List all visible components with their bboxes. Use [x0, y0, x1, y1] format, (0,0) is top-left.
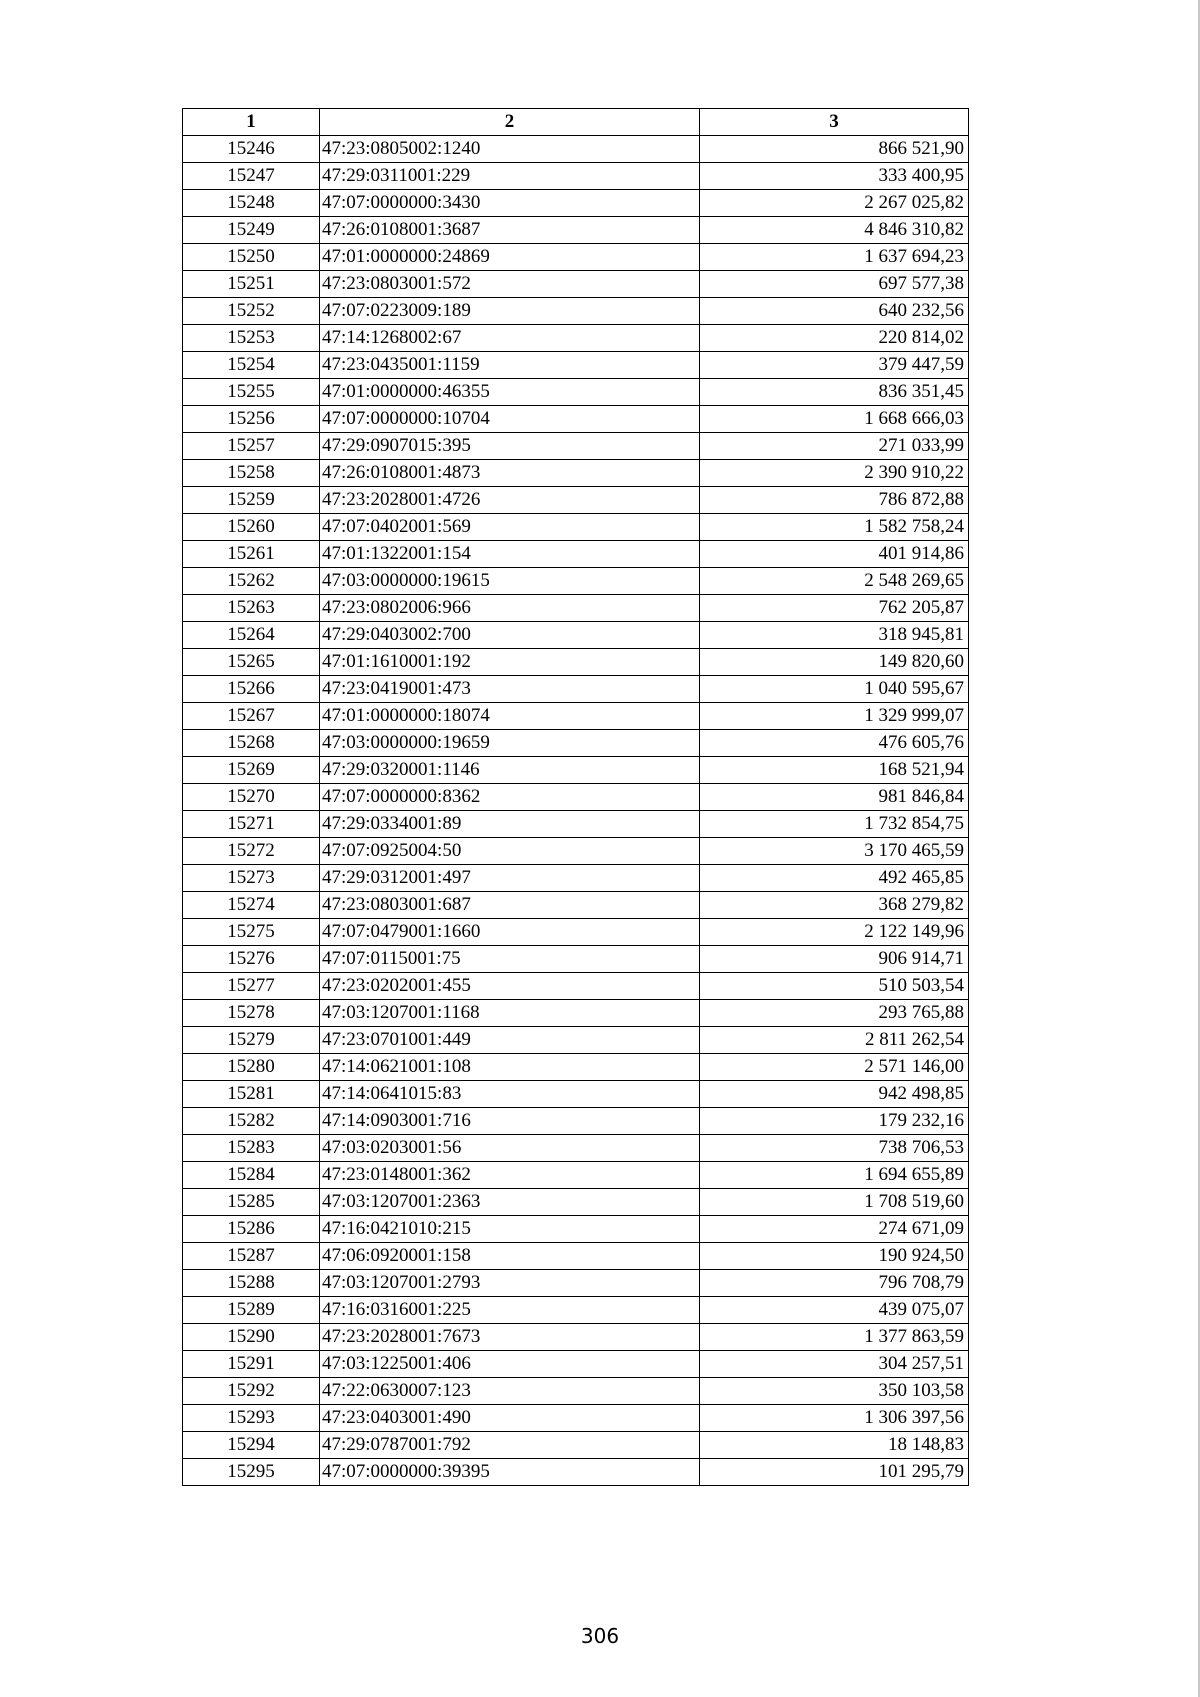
table-row — [183, 703, 969, 730]
value-cell: 220 814,02 — [700, 325, 969, 352]
row-number-cell: 15270 — [183, 784, 320, 811]
cadastral-number-cell: 47:23:0403001:490 — [320, 1405, 700, 1432]
table-row — [183, 271, 969, 298]
cadastral-number-cell: 47:07:0479001:1660 — [320, 919, 700, 946]
table-row — [183, 1027, 969, 1054]
cadastral-number-cell: 47:26:0108001:3687 — [320, 217, 700, 244]
cadastral-number-cell: 47:29:0403002:700 — [320, 622, 700, 649]
cadastral-number-cell: 47:03:0203001:56 — [320, 1135, 700, 1162]
table-row — [183, 1216, 969, 1243]
row-number-cell: 15295 — [183, 1459, 320, 1486]
cadastral-number-cell: 47:07:0402001:569 — [320, 514, 700, 541]
value-cell: 101 295,79 — [700, 1459, 969, 1486]
table-row — [183, 1459, 969, 1486]
row-number-cell: 15275 — [183, 919, 320, 946]
value-cell: 379 447,59 — [700, 352, 969, 379]
value-cell: 271 033,99 — [700, 433, 969, 460]
row-number-cell: 15272 — [183, 838, 320, 865]
cadastral-number-cell: 47:23:0803001:572 — [320, 271, 700, 298]
table-row — [183, 1000, 969, 1027]
cadastral-number-cell: 47:23:0202001:455 — [320, 973, 700, 1000]
table-row — [183, 919, 969, 946]
table-row — [183, 1108, 969, 1135]
value-cell: 640 232,56 — [700, 298, 969, 325]
table-row — [183, 946, 969, 973]
row-number-cell: 15255 — [183, 379, 320, 406]
cadastral-number-cell: 47:29:0907015:395 — [320, 433, 700, 460]
cadastral-number-cell: 47:03:1225001:406 — [320, 1351, 700, 1378]
table-row — [183, 811, 969, 838]
cadastral-number-cell: 47:16:0421010:215 — [320, 1216, 700, 1243]
value-cell: 149 820,60 — [700, 649, 969, 676]
table-row — [183, 595, 969, 622]
cadastral-number-cell: 47:23:0802006:966 — [320, 595, 700, 622]
value-cell: 274 671,09 — [700, 1216, 969, 1243]
row-number-cell: 15263 — [183, 595, 320, 622]
row-number-cell: 15294 — [183, 1432, 320, 1459]
cadastral-number-cell: 47:29:0334001:89 — [320, 811, 700, 838]
row-number-cell: 15246 — [183, 136, 320, 163]
cadastral-number-cell: 47:23:2028001:4726 — [320, 487, 700, 514]
value-cell: 2 548 269,65 — [700, 568, 969, 595]
row-number-cell: 15278 — [183, 1000, 320, 1027]
row-number-cell: 15288 — [183, 1270, 320, 1297]
value-cell: 304 257,51 — [700, 1351, 969, 1378]
value-cell: 318 945,81 — [700, 622, 969, 649]
table-row — [183, 190, 969, 217]
row-number-cell: 15252 — [183, 298, 320, 325]
row-number-cell: 15256 — [183, 406, 320, 433]
table-row — [183, 1054, 969, 1081]
value-cell: 333 400,95 — [700, 163, 969, 190]
row-number-cell: 15271 — [183, 811, 320, 838]
table-row — [183, 1189, 969, 1216]
cadastral-number-cell: 47:14:1268002:67 — [320, 325, 700, 352]
value-cell: 18 148,83 — [700, 1432, 969, 1459]
cadastral-number-cell: 47:07:0000000:10704 — [320, 406, 700, 433]
value-cell: 866 521,90 — [700, 136, 969, 163]
row-number-cell: 15273 — [183, 865, 320, 892]
table-row — [183, 1378, 969, 1405]
cadastral-number-cell: 47:07:0000000:3430 — [320, 190, 700, 217]
value-cell: 168 521,94 — [700, 757, 969, 784]
row-number-cell: 15284 — [183, 1162, 320, 1189]
row-number-cell: 15248 — [183, 190, 320, 217]
table-row — [183, 1297, 969, 1324]
row-number-cell: 15265 — [183, 649, 320, 676]
value-cell: 510 503,54 — [700, 973, 969, 1000]
cadastral-number-cell: 47:14:0621001:108 — [320, 1054, 700, 1081]
row-number-cell: 15286 — [183, 1216, 320, 1243]
value-cell: 1 708 519,60 — [700, 1189, 969, 1216]
table-row — [183, 568, 969, 595]
cadastral-number-cell: 47:29:0311001:229 — [320, 163, 700, 190]
table-row — [183, 460, 969, 487]
value-cell: 1 637 694,23 — [700, 244, 969, 271]
cadastral-number-cell: 47:14:0903001:716 — [320, 1108, 700, 1135]
cadastral-number-cell: 47:07:0925004:50 — [320, 838, 700, 865]
value-cell: 439 075,07 — [700, 1297, 969, 1324]
table-row — [183, 784, 969, 811]
table-row — [183, 676, 969, 703]
value-cell: 1 306 397,56 — [700, 1405, 969, 1432]
row-number-cell: 15250 — [183, 244, 320, 271]
table-row — [183, 217, 969, 244]
row-number-cell: 15290 — [183, 1324, 320, 1351]
cadastral-number-cell: 47:07:0000000:39395 — [320, 1459, 700, 1486]
table-row — [183, 757, 969, 784]
row-number-cell: 15258 — [183, 460, 320, 487]
value-cell: 1 040 595,67 — [700, 676, 969, 703]
cadastral-number-cell: 47:14:0641015:83 — [320, 1081, 700, 1108]
table-row — [183, 541, 969, 568]
cadastral-number-cell: 47:29:0312001:497 — [320, 865, 700, 892]
value-cell: 1 377 863,59 — [700, 1324, 969, 1351]
value-cell: 2 122 149,96 — [700, 919, 969, 946]
table-row — [183, 514, 969, 541]
cadastral-number-cell: 47:03:1207001:2793 — [320, 1270, 700, 1297]
row-number-cell: 15285 — [183, 1189, 320, 1216]
table-row — [183, 1081, 969, 1108]
table-row — [183, 298, 969, 325]
value-cell: 906 914,71 — [700, 946, 969, 973]
value-cell: 293 765,88 — [700, 1000, 969, 1027]
row-number-cell: 15277 — [183, 973, 320, 1000]
cadastral-number-cell: 47:01:1610001:192 — [320, 649, 700, 676]
value-cell: 796 708,79 — [700, 1270, 969, 1297]
value-cell: 981 846,84 — [700, 784, 969, 811]
cadastral-number-cell: 47:22:0630007:123 — [320, 1378, 700, 1405]
table-row — [183, 379, 969, 406]
cadastral-number-cell: 47:29:0787001:792 — [320, 1432, 700, 1459]
cadastral-number-cell: 47:06:0920001:158 — [320, 1243, 700, 1270]
row-number-cell: 15251 — [183, 271, 320, 298]
cadastral-number-cell: 47:23:0419001:473 — [320, 676, 700, 703]
value-cell: 697 577,38 — [700, 271, 969, 298]
value-cell: 2 390 910,22 — [700, 460, 969, 487]
table-row — [183, 1162, 969, 1189]
row-number-cell: 15293 — [183, 1405, 320, 1432]
value-cell: 3 170 465,59 — [700, 838, 969, 865]
value-cell: 942 498,85 — [700, 1081, 969, 1108]
cadastral-number-cell: 47:03:1207001:1168 — [320, 1000, 700, 1027]
cadastral-number-cell: 47:23:0435001:1159 — [320, 352, 700, 379]
value-cell: 1 668 666,03 — [700, 406, 969, 433]
value-cell: 738 706,53 — [700, 1135, 969, 1162]
table-header — [183, 109, 969, 136]
table-row — [183, 649, 969, 676]
row-number-cell: 15292 — [183, 1378, 320, 1405]
cadastral-number-cell: 47:07:0115001:75 — [320, 946, 700, 973]
row-number-cell: 15262 — [183, 568, 320, 595]
table-row — [183, 973, 969, 1000]
row-number-cell: 15276 — [183, 946, 320, 973]
row-number-cell: 15247 — [183, 163, 320, 190]
value-cell: 1 732 854,75 — [700, 811, 969, 838]
cadastral-number-cell: 47:23:2028001:7673 — [320, 1324, 700, 1351]
value-cell: 476 605,76 — [700, 730, 969, 757]
value-cell: 179 232,16 — [700, 1108, 969, 1135]
row-number-cell: 15264 — [183, 622, 320, 649]
table-row — [183, 487, 969, 514]
cadastral-number-cell: 47:23:0805002:1240 — [320, 136, 700, 163]
value-cell: 368 279,82 — [700, 892, 969, 919]
row-number-cell: 15257 — [183, 433, 320, 460]
row-number-cell: 15269 — [183, 757, 320, 784]
table-row — [183, 1135, 969, 1162]
row-number-cell: 15267 — [183, 703, 320, 730]
row-number-cell: 15279 — [183, 1027, 320, 1054]
row-number-cell: 15283 — [183, 1135, 320, 1162]
value-cell: 492 465,85 — [700, 865, 969, 892]
table-row — [183, 1405, 969, 1432]
row-number-cell: 15259 — [183, 487, 320, 514]
row-number-cell: 15254 — [183, 352, 320, 379]
header-cell-value: 3 — [700, 109, 969, 136]
cadastral-number-cell: 47:01:0000000:24869 — [320, 244, 700, 271]
cadastral-number-cell: 47:23:0148001:362 — [320, 1162, 700, 1189]
page-number: 306 — [580, 1624, 620, 1648]
row-number-cell: 15282 — [183, 1108, 320, 1135]
row-number-cell: 15274 — [183, 892, 320, 919]
table-row — [183, 163, 969, 190]
header-cell-cadastral: 2 — [320, 109, 700, 136]
value-cell: 190 924,50 — [700, 1243, 969, 1270]
value-cell: 2 811 262,54 — [700, 1027, 969, 1054]
cadastral-number-cell: 47:29:0320001:1146 — [320, 757, 700, 784]
cadastral-number-cell: 47:01:0000000:18074 — [320, 703, 700, 730]
table-row — [183, 1351, 969, 1378]
table-row — [183, 244, 969, 271]
value-cell: 401 914,86 — [700, 541, 969, 568]
table-row — [183, 433, 969, 460]
table-row — [183, 1432, 969, 1459]
cadastral-number-cell: 47:01:1322001:154 — [320, 541, 700, 568]
cadastral-number-cell: 47:03:0000000:19615 — [320, 568, 700, 595]
value-cell: 4 846 310,82 — [700, 217, 969, 244]
value-cell: 350 103,58 — [700, 1378, 969, 1405]
cadastral-number-cell: 47:03:0000000:19659 — [320, 730, 700, 757]
row-number-cell: 15280 — [183, 1054, 320, 1081]
table-row — [183, 325, 969, 352]
value-cell: 2 571 146,00 — [700, 1054, 969, 1081]
table-row — [183, 865, 969, 892]
value-cell: 762 205,87 — [700, 595, 969, 622]
value-cell: 1 694 655,89 — [700, 1162, 969, 1189]
cadastral-number-cell: 47:23:0803001:687 — [320, 892, 700, 919]
row-number-cell: 15291 — [183, 1351, 320, 1378]
cadastral-number-cell: 47:16:0316001:225 — [320, 1297, 700, 1324]
row-number-cell: 15260 — [183, 514, 320, 541]
row-number-cell: 15287 — [183, 1243, 320, 1270]
table-row — [183, 892, 969, 919]
table-row — [183, 730, 969, 757]
value-cell: 2 267 025,82 — [700, 190, 969, 217]
row-number-cell: 15268 — [183, 730, 320, 757]
cadastral-number-cell: 47:01:0000000:46355 — [320, 379, 700, 406]
table-row — [183, 1324, 969, 1351]
table-row — [183, 406, 969, 433]
value-cell: 836 351,45 — [700, 379, 969, 406]
table-row — [183, 136, 969, 163]
row-number-cell: 15261 — [183, 541, 320, 568]
cadastral-number-cell: 47:03:1207001:2363 — [320, 1189, 700, 1216]
row-number-cell: 15253 — [183, 325, 320, 352]
header-cell-number: 1 — [183, 109, 320, 136]
row-number-cell: 15281 — [183, 1081, 320, 1108]
table-body — [183, 136, 969, 1486]
row-number-cell: 15249 — [183, 217, 320, 244]
value-cell: 786 872,88 — [700, 487, 969, 514]
value-cell: 1 582 758,24 — [700, 514, 969, 541]
row-number-cell: 15289 — [183, 1297, 320, 1324]
table-row — [183, 352, 969, 379]
cadastral-number-cell: 47:07:0000000:8362 — [320, 784, 700, 811]
table-row — [183, 622, 969, 649]
table-row — [183, 1270, 969, 1297]
cadastral-number-cell: 47:26:0108001:4873 — [320, 460, 700, 487]
cadastral-number-cell: 47:23:0701001:449 — [320, 1027, 700, 1054]
table-row — [183, 1243, 969, 1270]
table-row — [183, 838, 969, 865]
cadastral-number-cell: 47:07:0223009:189 — [320, 298, 700, 325]
row-number-cell: 15266 — [183, 676, 320, 703]
data-table — [182, 108, 969, 1486]
header-row — [183, 109, 969, 136]
value-cell: 1 329 999,07 — [700, 703, 969, 730]
